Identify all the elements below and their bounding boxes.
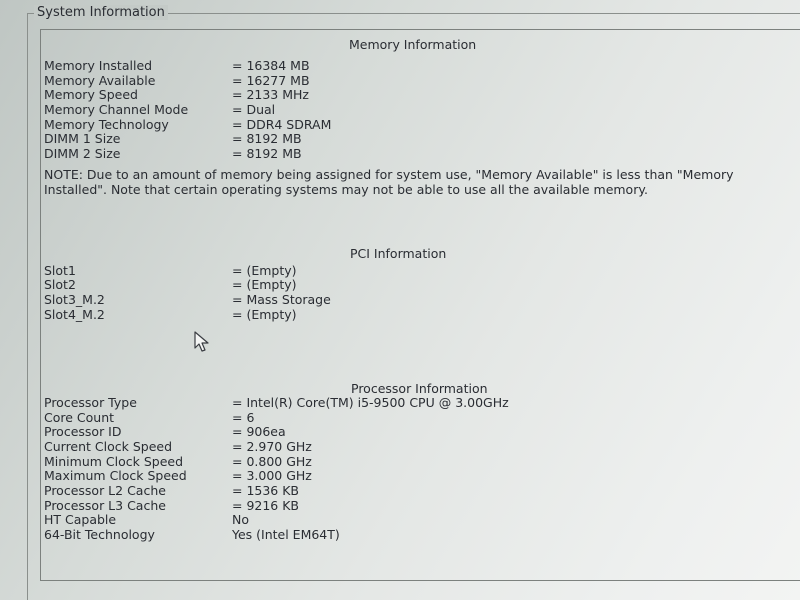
row-label: Memory Speed (44, 87, 138, 102)
row-value: = 2.970 GHz (232, 439, 312, 454)
row-value: = (Empty) (232, 277, 297, 292)
row-label: Slot2 (44, 277, 76, 292)
row-value: = 2133 MHz (232, 87, 309, 102)
row-label: Core Count (44, 410, 115, 425)
row-label: Maximum Clock Speed (44, 468, 187, 483)
row-value: = (Empty) (232, 263, 297, 278)
row-label: Slot4_M.2 (44, 307, 105, 322)
row-label: Slot3_M.2 (44, 292, 105, 307)
row-value: No (232, 512, 249, 527)
row-value: = 9216 KB (232, 498, 300, 513)
row-value: = 8192 MB (232, 131, 302, 146)
row-label: HT Capable (44, 512, 117, 527)
row-label: Current Clock Speed (44, 439, 173, 454)
memory-note: NOTE: Due to an amount of memory being assigned for system use, "Memory Available" is less than "Memory Installed". Note that certain operating systems may not be able to use all the available memory. (44, 167, 734, 197)
row-value: = 6 (232, 410, 255, 425)
row-value: = 8192 MB (232, 146, 302, 161)
row-value: = Intel(R) Core(TM) i5-9500 CPU @ 3.00GHz (232, 395, 509, 410)
row-value: = 1536 KB (232, 483, 300, 498)
row-value: Yes (Intel EM64T) (232, 527, 340, 542)
row-label: Minimum Clock Speed (44, 454, 184, 469)
row-label: Memory Installed (44, 58, 153, 73)
row-value: = 906ea (232, 424, 286, 439)
row-label: DIMM 2 Size (44, 146, 121, 161)
row-label: Processor ID (44, 424, 122, 439)
row-value: = 16277 MB (232, 73, 310, 88)
window-title: System Information (34, 5, 168, 20)
row-label: Processor L2 Cache (44, 483, 166, 498)
row-value: = 3.000 GHz (232, 468, 312, 483)
row-value: = Dual (232, 102, 276, 117)
row-label: Memory Technology (44, 117, 169, 132)
row-value: = 16384 MB (232, 58, 310, 73)
row-label: Memory Available (44, 73, 156, 88)
row-label: DIMM 1 Size (44, 131, 121, 146)
processor-section-title: Processor Information (351, 381, 488, 396)
mouse-pointer-icon (194, 331, 212, 353)
row-value: = Mass Storage (232, 292, 331, 307)
row-value: = (Empty) (232, 307, 297, 322)
memory-section-title: Memory Information (349, 37, 477, 52)
row-label: Slot1 (44, 263, 76, 278)
row-label: Memory Channel Mode (44, 102, 189, 117)
row-value: = DDR4 SDRAM (232, 117, 332, 132)
pci-section-title: PCI Information (350, 246, 447, 261)
row-value: = 0.800 GHz (232, 454, 312, 469)
row-label: Processor Type (44, 395, 137, 410)
row-label: 64-Bit Technology (44, 527, 155, 542)
row-label: Processor L3 Cache (44, 498, 166, 513)
